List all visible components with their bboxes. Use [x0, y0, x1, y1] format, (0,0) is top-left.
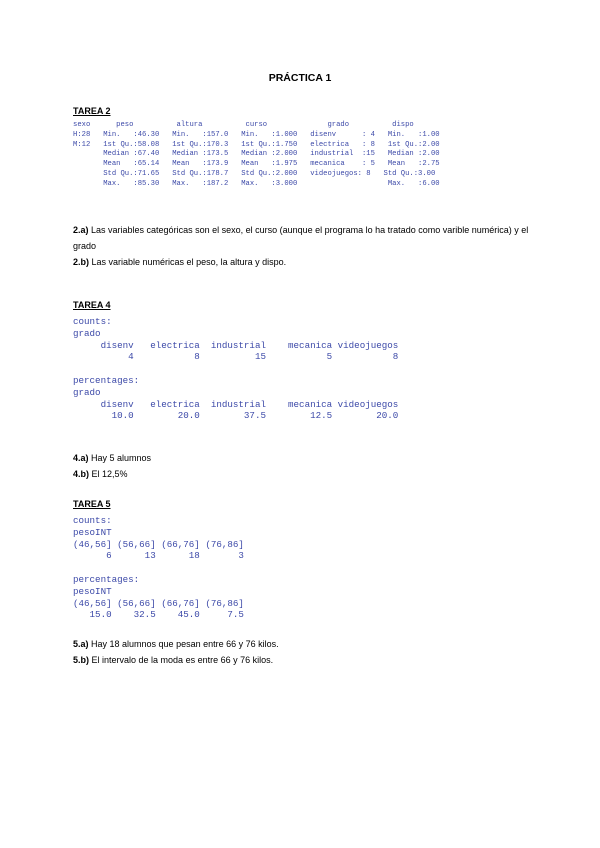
output-line: pesoINT — [73, 585, 112, 597]
tarea5-output — [73, 515, 244, 621]
tarea2-heading: TAREA 2 — [73, 106, 111, 116]
summary-line: Std Qu.:71.65 Std Qu.:178.7 Std Qu.:2.000 videojuegos: 8 Std Qu.:3.00 — [73, 169, 436, 178]
output-line: (46,56] (56,66] (66,76] (76,86] — [73, 597, 244, 609]
tarea4-heading: TAREA 4 — [73, 300, 111, 310]
answer-text: Las variable numéricas el peso, la altura y dispo. — [89, 257, 287, 267]
answer-text: El 12,5% — [89, 469, 128, 479]
output-line: percentages: — [73, 573, 140, 585]
output-line: 10.0 20.0 37.5 12.5 20.0 — [73, 410, 399, 422]
tarea2-answer-a — [73, 222, 533, 254]
output-line: counts: — [73, 316, 112, 327]
tarea5-answer-a — [73, 636, 533, 652]
summary-line: H:28 Min. :46.30 Min. :157.0 Min. :1.000 disenv : 4 Min. :1.00 — [73, 130, 440, 139]
tarea5-heading: TAREA 5 — [73, 499, 111, 509]
answer-label: 4.a) — [73, 453, 89, 463]
answer-text: Hay 18 alumnos que pesan entre 66 y 76 kilos. — [88, 639, 279, 649]
document-title: PRÁCTICA 1 — [268, 72, 332, 84]
output-line: percentages: — [73, 374, 140, 386]
answer-label: 2.a) — [73, 225, 89, 235]
summary-line: sexo peso altura curso grado dispo — [73, 121, 414, 129]
tarea2-answer-b — [73, 254, 533, 270]
tarea4-output — [73, 316, 398, 422]
output-line: disenv electrica industrial mecanica videojuegos — [73, 339, 399, 351]
output-line: disenv electrica industrial mecanica videojuegos — [73, 398, 399, 410]
summary-line: Max. :85.30 Max. :187.2 Max. :3.000 Max. :6.00 — [73, 179, 440, 188]
answer-label: 5.b) — [73, 655, 90, 665]
output-line: counts: — [73, 515, 112, 526]
tarea4-answer-a — [73, 450, 533, 466]
tarea2-summary-output — [73, 121, 440, 190]
summary-line: Mean :65.14 Mean :173.9 Mean :1.975 mecanica : 5 Mean :2.75 — [73, 160, 440, 169]
answer-text: Las variables categóricas son el sexo, el curso (aunque el programa lo ha tratado como varible numérica) y el grado — [73, 225, 529, 251]
tarea4-answer-b — [73, 466, 533, 482]
tarea5-answer-b — [73, 652, 533, 668]
output-line: 15.0 32.5 45.0 7.5 — [73, 609, 244, 621]
summary-line: Median :67.40 Median :173.5 Median :2.000 industrial :15 Median :2.00 — [73, 150, 440, 159]
output-line: grado — [73, 386, 101, 398]
answer-text: El intervalo de la moda es entre 66 y 76 kilos. — [89, 655, 274, 665]
output-line: (46,56] (56,66] (66,76] (76,86] — [73, 538, 244, 550]
answer-label: 4.b) — [73, 469, 90, 479]
output-line: 4 8 15 5 8 — [73, 351, 399, 363]
output-line: grado — [73, 327, 101, 339]
output-line: 6 13 18 3 — [73, 550, 244, 562]
answer-text: Hay 5 alumnos — [88, 453, 152, 463]
answer-label: 2.b) — [73, 257, 90, 267]
summary-line: M:12 1st Qu.:58.08 1st Qu.:170.3 1st Qu.:1.750 electrica : 8 1st Qu.:2.00 — [73, 140, 440, 149]
output-line: pesoINT — [73, 526, 112, 538]
answer-label: 5.a) — [73, 639, 89, 649]
